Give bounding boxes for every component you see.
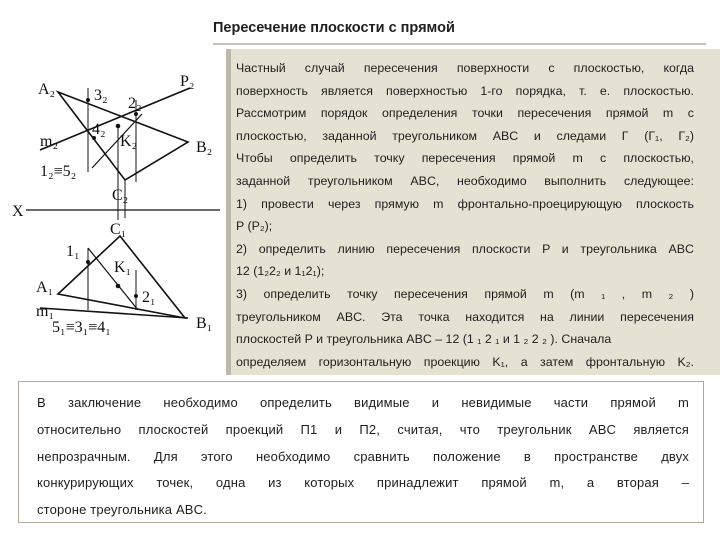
point-k1 [116,284,121,289]
conclusion-line: непрозрачным. Для этого необходимо сравнить положение в пространстве двух [37,448,689,464]
label-k2: K₂ [120,133,138,150]
text-line: Рассмотрим порядок определения точки пересечения прямой m с [236,106,694,121]
point-3-2 [86,98,90,102]
point-2-1 [134,294,138,298]
label-a2: A₂ [38,81,56,98]
point-1-1 [86,260,90,264]
label-c1: C₁ [110,221,127,238]
point-2-2 [134,112,138,116]
label-3-2: 3₂ [94,87,108,104]
text-line: поверхность является поверхностью 1-го порядка, т. е. плоскостью. [236,83,694,98]
label-1-1: 1₁ [66,243,80,260]
text-line: P (P₂); [236,219,273,234]
page-title: Пересечение плоскости с прямой [213,20,455,36]
text-line: определяем горизонтальную проекцию K₁, а затем фронтальную K₂. [236,354,694,369]
conclusion-line: конкурирующих точек, одна из которых принадлежит прямой m, а вторая – [37,475,689,491]
conclusion-box [18,381,704,523]
label-m2: m₂ [40,133,59,150]
text-line: плоскостью, заданной треугольником ABC и следами Г (Г₁, Г₂) [236,128,694,143]
label-a1: A₁ [36,279,54,296]
label-b2: B₂ [196,139,213,156]
text-line: заданной треугольником ABC, необходимо выполнить следующее: [236,173,694,188]
conclusion-line: относительно плоскостей проекций П1 и П2, считая, что треугольник ABC является [37,421,689,437]
text-line: Частный случай пересечения поверхности с плоскостью, когда [236,61,694,75]
label-2-1: 2₁ [142,289,156,306]
title-divider [213,43,706,45]
label-b1: B₁ [196,315,213,332]
label-5-1-3-1-4-1: 5₁≡3₁≡4₁ [52,319,111,336]
text-line: 1) провести через прямую m фронтально-проецирующую плоскость [236,196,694,211]
label-k1: K₁ [114,259,132,276]
text-line: 3) определить точку пересечения прямой m (m ₁ , m ₂ ) [236,286,694,301]
label-m1: m₁ [36,303,55,320]
label-p2: P₂ [180,73,195,90]
point-k2 [116,124,121,129]
label-c2: C₂ [112,187,129,204]
line-m1 [40,308,188,318]
text-line: 2) определить линию пересечения плоскости P и треугольника ABC [236,241,694,256]
label-4-2: 4₂ [92,121,106,138]
conclusion-line: стороне треугольника ABC. [37,502,207,518]
explanation-textbox [226,49,720,375]
text-line: Чтобы определить точку пересечения прямой m с плоскостью, [236,151,694,166]
conclusion-line: В заключение необходимо определить видимые и невидимые части прямой m [37,395,689,410]
label-1-2-5-2: 1₂≡5₂ [40,163,77,180]
text-line: плоскостей P и треугольника ABC – 12 (1 ₁ 2 ₁ и 1 ₂ 2 ₂ ). Сначала [236,332,612,347]
text-line: 12 (1₂2₂ и 1₁2₁); [236,264,325,279]
intersection-diagram [10,70,226,340]
label-2-2: 2₂ [128,95,142,112]
text-line: треугольником ABC. Эта точка находится на линии пересечения [236,309,694,324]
label-x: X [12,203,24,220]
